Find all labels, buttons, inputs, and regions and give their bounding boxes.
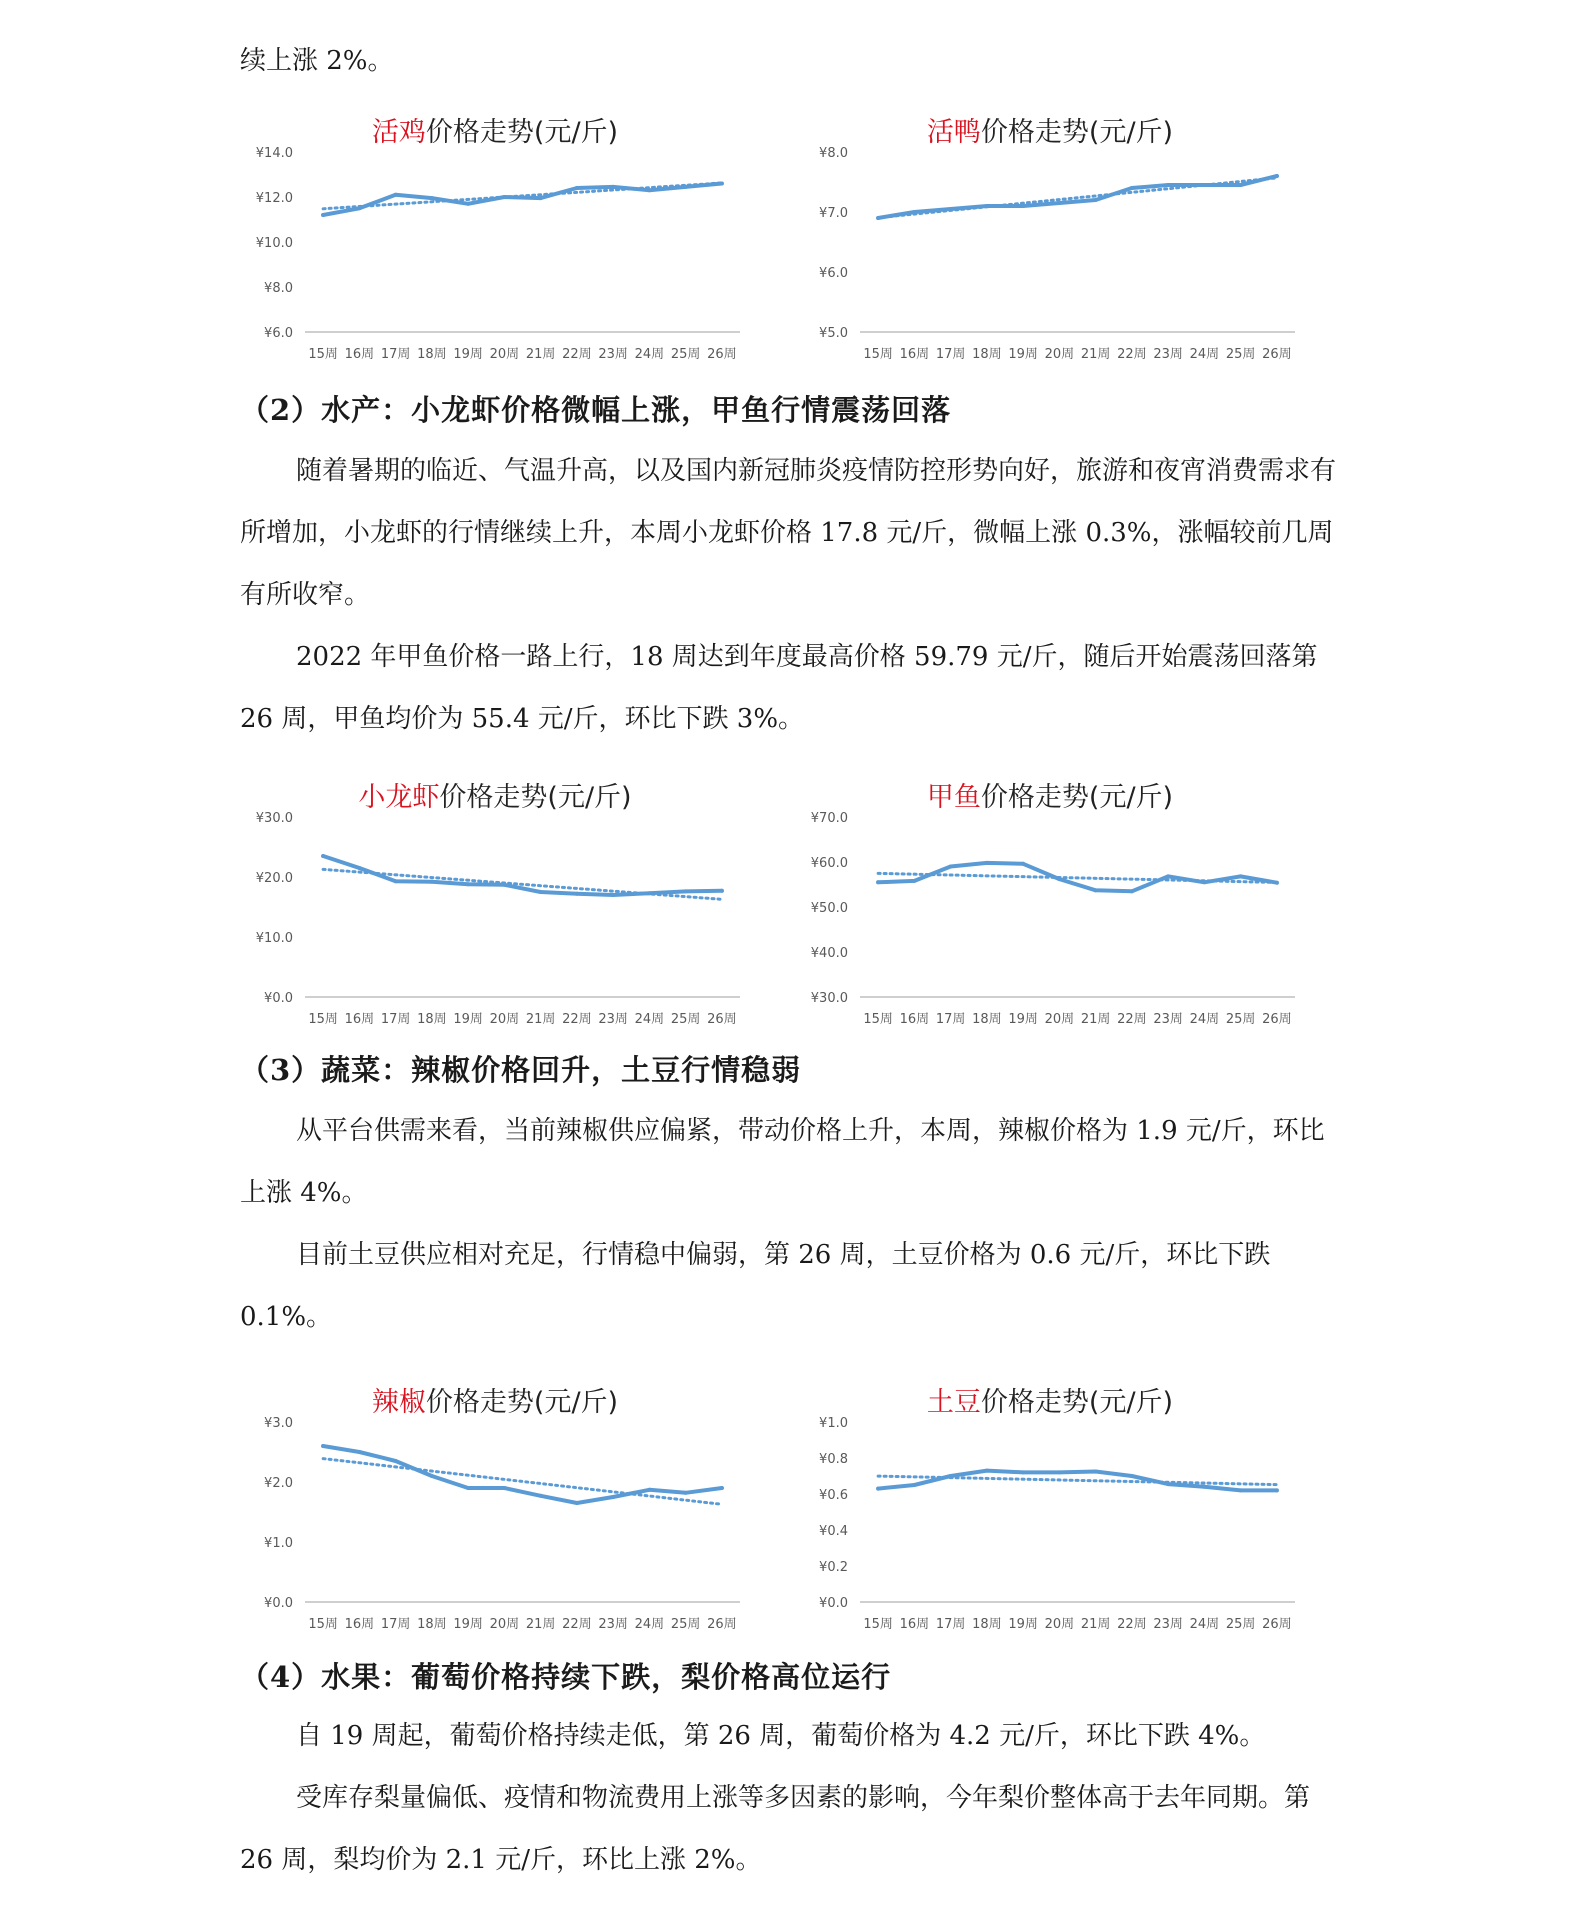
x-tick-label: 23周: [1153, 347, 1183, 362]
data-point: [1239, 874, 1243, 878]
data-point: [1166, 1482, 1170, 1486]
x-tick-label: 26周: [707, 1617, 737, 1632]
data-point: [575, 186, 579, 190]
x-tick-label: 17周: [380, 347, 411, 362]
data-point: [394, 193, 398, 197]
x-tick-label: 15周: [863, 1012, 893, 1027]
x-tick-label: 25周: [670, 1617, 701, 1632]
x-tick-label: 18周: [417, 1012, 447, 1027]
x-tick-label: 19周: [453, 347, 483, 362]
x-tick-label: 15周: [308, 1012, 338, 1027]
data-point: [1057, 201, 1061, 205]
chart-plot: [790, 110, 1310, 400]
data-point: [1275, 881, 1279, 885]
x-tick-label: 25周: [1225, 347, 1256, 362]
x-tick-label: 26周: [1262, 1617, 1292, 1632]
x-tick-label: 25周: [670, 347, 701, 362]
data-point: [684, 185, 688, 189]
data-point: [1130, 186, 1134, 190]
y-tick-label: ¥0.0: [264, 1596, 293, 1611]
paragraph-pear: 受库存梨量偏低、疫情和物流费用上涨等多因素的影响，今年梨价整体高于去年同期。第 26 周，梨均价为 2.1 元/斤，环比上涨 2%。: [240, 1783, 1311, 1875]
data-point: [876, 880, 880, 884]
x-tick-label: 16周: [899, 1617, 930, 1632]
data-point: [985, 1469, 989, 1473]
data-point: [876, 1487, 880, 1491]
y-tick-label: ¥12.0: [255, 191, 293, 206]
chart-title-highlight: 小龙虾: [358, 782, 440, 813]
data-point: [1057, 877, 1061, 881]
y-tick-label: ¥7.0: [819, 206, 848, 221]
chart-title-rest: 价格走势(元/斤): [425, 117, 619, 148]
chart-plot: [790, 775, 1310, 1065]
data-point: [502, 1486, 506, 1490]
y-tick-label: ¥1.0: [819, 1416, 848, 1431]
chart-plot: [235, 1380, 755, 1670]
data-point: [1275, 1488, 1279, 1492]
data-point: [949, 1474, 953, 1478]
trendline: [323, 1459, 722, 1505]
y-tick-label: ¥0.0: [264, 991, 293, 1006]
x-tick-label: 21周: [1080, 1012, 1111, 1027]
chart-title-highlight: 活鸡: [371, 117, 426, 148]
chart-title-highlight: 甲鱼: [926, 782, 981, 813]
y-tick-label: ¥0.6: [819, 1488, 848, 1503]
y-tick-label: ¥40.0: [810, 946, 848, 961]
chart-title-rest: 价格走势(元/斤): [980, 117, 1174, 148]
x-tick-label: 22周: [562, 347, 592, 362]
data-point: [539, 890, 543, 894]
y-tick-label: ¥0.2: [819, 1560, 848, 1575]
data-point: [430, 1474, 434, 1478]
x-tick-label: 20周: [489, 1012, 520, 1027]
data-point: [357, 866, 361, 870]
data-point: [1057, 1470, 1061, 1474]
chart-turtle: [790, 775, 1310, 1065]
data-point: [912, 879, 916, 883]
y-tick-label: ¥30.0: [255, 811, 293, 826]
x-tick-label: 16周: [899, 347, 930, 362]
y-tick-label: ¥20.0: [255, 871, 293, 886]
x-tick-label: 17周: [380, 1012, 411, 1027]
x-tick-label: 26周: [707, 347, 737, 362]
y-tick-label: ¥14.0: [255, 146, 293, 161]
x-tick-label: 19周: [1008, 1617, 1038, 1632]
data-point: [466, 1486, 470, 1490]
data-point: [1021, 862, 1025, 866]
paragraph-crayfish: 随着暑期的临近、气温升高，以及国内新冠肺炎疫情防控形势向好，旅游和夜宵消费需求有所增加，小龙虾的行情继续上升，本周小龙虾价格 17.8 元/斤，微幅上涨 0.3%，涨幅较前几周有所收窄。: [240, 456, 1337, 610]
x-tick-label: 24周: [1189, 347, 1220, 362]
y-tick-label: ¥5.0: [819, 326, 848, 341]
x-tick-label: 23周: [1153, 1617, 1183, 1632]
data-point: [430, 880, 434, 884]
x-tick-label: 26周: [1262, 347, 1292, 362]
data-point: [1021, 1470, 1025, 1474]
data-point: [720, 889, 724, 893]
data-point: [1275, 174, 1279, 178]
x-tick-label: 24周: [1189, 1012, 1220, 1027]
data-point: [539, 196, 543, 200]
data-point: [321, 213, 325, 217]
chart-title-highlight: 土豆: [926, 1387, 981, 1418]
x-tick-label: 22周: [1117, 1012, 1147, 1027]
x-tick-label: 25周: [1225, 1012, 1256, 1027]
chart-plot: [790, 1380, 1310, 1670]
x-tick-label: 18周: [417, 1617, 447, 1632]
chart-pepper: [235, 1380, 755, 1670]
x-tick-label: 19周: [1008, 347, 1038, 362]
x-tick-label: 21周: [1080, 1617, 1111, 1632]
data-point: [1202, 880, 1206, 884]
x-tick-label: 24周: [634, 1617, 665, 1632]
x-tick-label: 19周: [453, 1617, 483, 1632]
data-point: [1130, 1474, 1134, 1478]
x-tick-label: 20周: [1044, 1617, 1075, 1632]
x-tick-label: 22周: [562, 1617, 592, 1632]
data-point: [321, 854, 325, 858]
chart-title-rest: 价格走势(元/斤): [980, 782, 1174, 813]
data-point: [1094, 198, 1098, 202]
x-tick-label: 21周: [525, 1617, 556, 1632]
x-tick-label: 21周: [1080, 347, 1111, 362]
y-tick-label: ¥6.0: [819, 266, 848, 281]
x-tick-label: 21周: [525, 1012, 556, 1027]
data-point: [1094, 1470, 1098, 1474]
data-point: [684, 889, 688, 893]
x-tick-label: 23周: [598, 1012, 628, 1027]
x-tick-label: 16周: [899, 1012, 930, 1027]
x-tick-label: 20周: [489, 1617, 520, 1632]
data-point: [1202, 183, 1206, 187]
data-point: [430, 196, 434, 200]
y-tick-label: ¥8.0: [819, 146, 848, 161]
x-tick-label: 15周: [308, 1617, 338, 1632]
x-tick-label: 21周: [525, 347, 556, 362]
x-tick-label: 25周: [670, 1012, 701, 1027]
paragraph-potato: 目前土豆供应相对充足，行情稳中偏弱，第 26 周，土豆价格为 0.6 元/斤，环比下跌 0.1%。: [240, 1240, 1271, 1332]
x-tick-label: 16周: [344, 347, 375, 362]
data-point: [575, 892, 579, 896]
section-heading-fruit: （4）水果：葡萄价格持续下跌，梨价格高位运行: [240, 1660, 892, 1694]
x-tick-label: 16周: [344, 1012, 375, 1027]
y-tick-label: ¥10.0: [255, 236, 293, 251]
data-point: [611, 893, 615, 897]
data-point: [1202, 1485, 1206, 1489]
data-point: [539, 1494, 543, 1498]
paragraph-continuation: 续上涨 2%。: [240, 46, 394, 76]
data-point: [394, 879, 398, 883]
y-tick-label: ¥0.0: [819, 1596, 848, 1611]
x-tick-label: 26周: [707, 1012, 737, 1027]
data-point: [1166, 183, 1170, 187]
data-point: [949, 865, 953, 869]
x-tick-label: 22周: [1117, 1617, 1147, 1632]
y-tick-label: ¥6.0: [264, 326, 293, 341]
data-point: [647, 1488, 651, 1492]
chart-duck: [790, 110, 1310, 400]
data-point: [1094, 888, 1098, 892]
x-tick-label: 17周: [935, 1012, 966, 1027]
data-point: [876, 216, 880, 220]
data-point: [394, 1459, 398, 1463]
data-point: [357, 206, 361, 210]
y-tick-label: ¥60.0: [810, 856, 848, 871]
y-tick-label: ¥2.0: [264, 1476, 293, 1491]
data-point: [1130, 889, 1134, 893]
y-tick-label: ¥0.4: [819, 1524, 848, 1539]
y-tick-label: ¥1.0: [264, 1536, 293, 1551]
paragraph-grape: 自 19 周起，葡萄价格持续走低，第 26 周，葡萄价格为 4.2 元/斤，环比下跌 4%。: [296, 1721, 1266, 1751]
data-point: [611, 1495, 615, 1499]
x-tick-label: 19周: [1008, 1012, 1038, 1027]
data-point: [1239, 183, 1243, 187]
y-tick-label: ¥10.0: [255, 931, 293, 946]
data-point: [949, 207, 953, 211]
x-tick-label: 22周: [562, 1012, 592, 1027]
chart-crayfish: [235, 775, 755, 1065]
chart-title-rest: 价格走势(元/斤): [439, 782, 632, 813]
y-tick-label: ¥50.0: [810, 901, 848, 916]
x-tick-label: 18周: [972, 347, 1002, 362]
paragraph-turtle: 2022 年甲鱼价格一路上行，18 周达到年度最高价格 59.79 元/斤，随后开始震荡回落第 26 周，甲鱼均价为 55.4 元/斤，环比下跌 3%。: [240, 642, 1318, 734]
data-point: [466, 202, 470, 206]
data-point: [502, 883, 506, 887]
x-tick-label: 16周: [344, 1617, 375, 1632]
data-point: [985, 861, 989, 865]
x-tick-label: 18周: [417, 347, 447, 362]
section-heading-aquatic: （2）水产：小龙虾价格微幅上涨，甲鱼行情震荡回落: [240, 393, 952, 427]
data-point: [466, 882, 470, 886]
chart-title-rest: 价格走势(元/斤): [980, 1387, 1174, 1418]
x-tick-label: 25周: [1225, 1617, 1256, 1632]
data-point: [912, 1483, 916, 1487]
y-tick-label: ¥30.0: [810, 991, 848, 1006]
x-tick-label: 24周: [634, 347, 665, 362]
x-tick-label: 18周: [972, 1617, 1002, 1632]
x-tick-label: 20周: [1044, 347, 1075, 362]
chart-plot: [235, 110, 755, 400]
data-point: [502, 195, 506, 199]
chart-title-rest: 价格走势(元/斤): [425, 1387, 619, 1418]
x-tick-label: 24周: [1189, 1617, 1220, 1632]
data-point: [647, 891, 651, 895]
y-tick-label: ¥0.8: [819, 1452, 848, 1467]
x-tick-label: 23周: [598, 1617, 628, 1632]
y-tick-label: ¥8.0: [264, 281, 293, 296]
x-tick-label: 19周: [453, 1012, 483, 1027]
y-tick-label: ¥70.0: [810, 811, 848, 826]
data-point: [720, 182, 724, 186]
data-point: [720, 1486, 724, 1490]
data-point: [1166, 874, 1170, 878]
x-tick-label: 20周: [1044, 1012, 1075, 1027]
x-tick-label: 17周: [935, 1617, 966, 1632]
series-line: [323, 1446, 722, 1503]
y-tick-label: ¥3.0: [264, 1416, 293, 1431]
series-line: [323, 184, 722, 216]
x-tick-label: 23周: [1153, 1012, 1183, 1027]
x-tick-label: 26周: [1262, 1012, 1292, 1027]
series-line: [323, 856, 722, 895]
data-point: [321, 1444, 325, 1448]
data-point: [611, 185, 615, 189]
x-tick-label: 20周: [489, 347, 520, 362]
x-tick-label: 15周: [863, 1617, 893, 1632]
chart-title-highlight: 辣椒: [371, 1387, 426, 1418]
chart-chicken: [235, 110, 755, 400]
x-tick-label: 17周: [380, 1617, 411, 1632]
data-point: [1021, 204, 1025, 208]
trendline: [323, 869, 722, 899]
data-point: [1239, 1488, 1243, 1492]
x-tick-label: 24周: [634, 1012, 665, 1027]
chart-potato: [790, 1380, 1310, 1670]
data-point: [912, 210, 916, 214]
data-point: [647, 188, 651, 192]
data-point: [575, 1501, 579, 1505]
data-point: [684, 1491, 688, 1495]
x-tick-label: 15周: [308, 347, 338, 362]
data-point: [985, 204, 989, 208]
x-tick-label: 22周: [1117, 347, 1147, 362]
chart-title-highlight: 活鸭: [926, 117, 981, 148]
x-tick-label: 17周: [935, 347, 966, 362]
data-point: [357, 1450, 361, 1454]
section-heading-vegetables: （3）蔬菜：辣椒价格回升，土豆行情稳弱: [240, 1053, 802, 1087]
x-tick-label: 15周: [863, 347, 893, 362]
chart-plot: [235, 775, 755, 1065]
x-tick-label: 18周: [972, 1012, 1002, 1027]
x-tick-label: 23周: [598, 347, 628, 362]
paragraph-pepper: 从平台供需来看，当前辣椒供应偏紧，带动价格上升，本周，辣椒价格为 1.9 元/斤，环比上涨 4%。: [240, 1116, 1325, 1208]
